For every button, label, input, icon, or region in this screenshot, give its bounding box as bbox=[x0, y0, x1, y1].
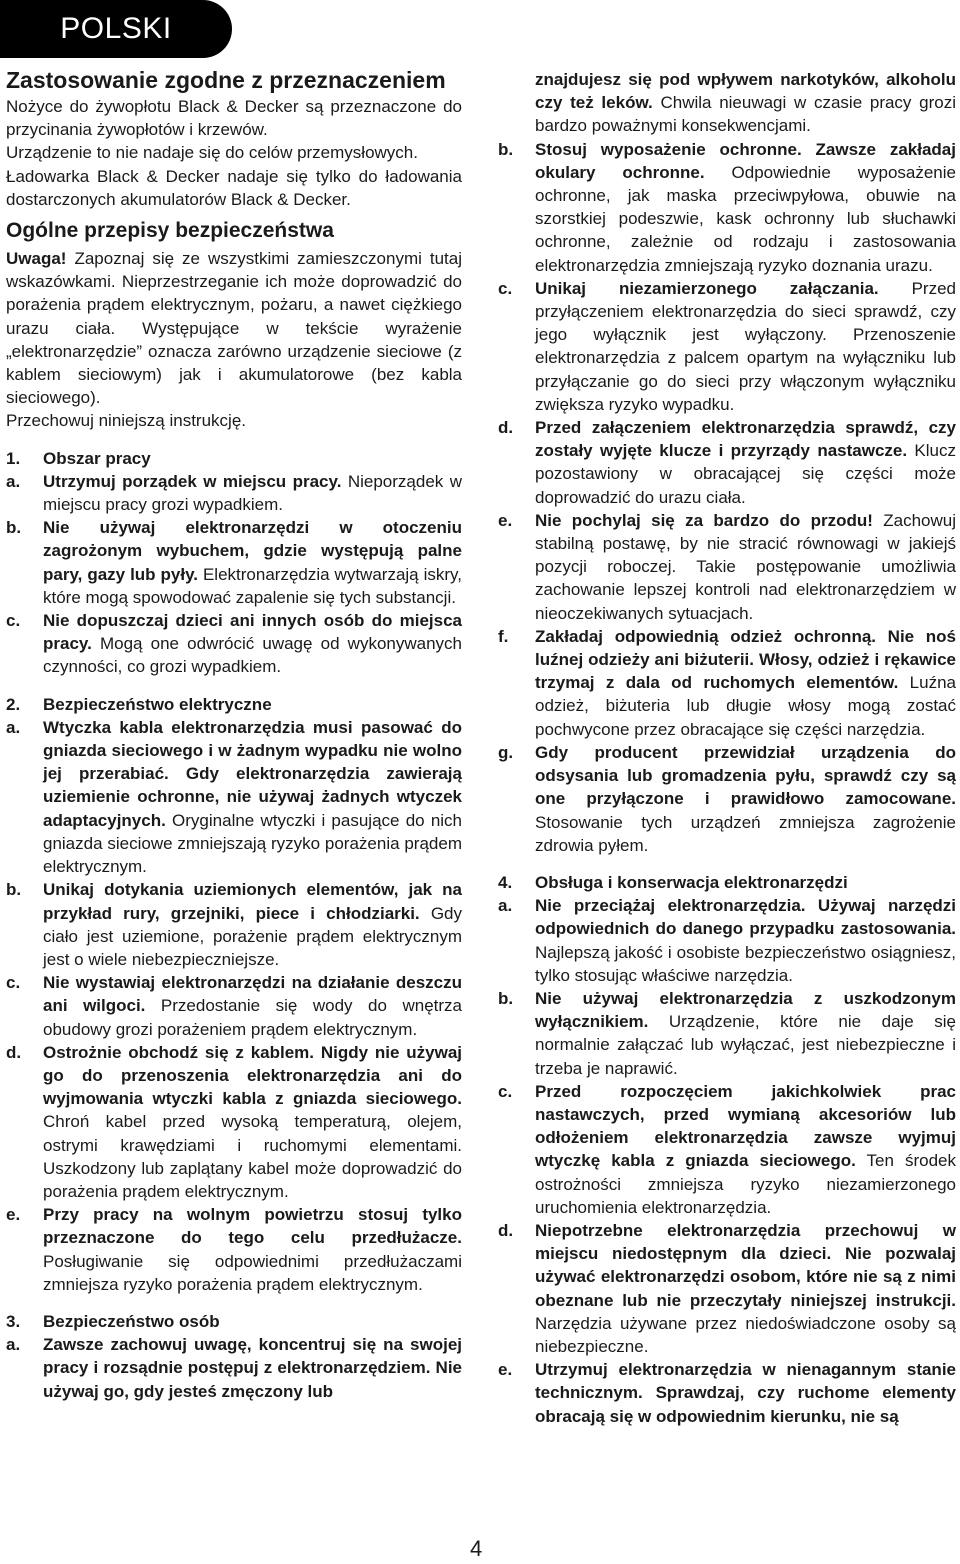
list-item-4c: c. Przed rozpoczęciem jakichkolwiek prac nastawczych, przed wymianą akcesoriów lub odłożeniem elektronarzędzia zawsze wyjmuj wtyczkę kabla z gniazda sieciowego. Ten środek ostrożności zmniejsza ryzyko niezamierzonego uruchomienia elektronarzędzia. bbox=[498, 1081, 957, 1217]
list-item-2d: d. Ostrożnie obchodź się z kablem. Nigdy nie używaj go do przenoszenia elektronarzędzia ani do wyjmowania wtyczki kabla z gniazda sieciowego. Chroń kabel przed wysoką temperaturą, olejem, ostrymi krawędziami i ruchomymi elementami. Uszkodzony lub zaplątany kabel może doprowadzić do porażenia prądem elektrycznym. bbox=[6, 1042, 462, 1201]
section-1-heading: 1. Obszar pracy bbox=[6, 448, 151, 468]
right-column bbox=[498, 68, 956, 1428]
list-item-4d: d. Niepotrzebne elektronarzędzia przechowuj w miejscu niedostępnym dla dzieci. Nie pozwalaj używać elektronarzędzi osobom, które nie są z nimi obeznane lub nie przeczytały niniejszej instrukcji. Narzędzia używane przez niedoświadczone osoby są niebezpieczne. bbox=[498, 1220, 956, 1356]
section-2-heading: 2. Bezpieczeństwo elektryczne bbox=[6, 694, 272, 714]
list-item-3a-continued: znajdujesz się pod wpływem narkotyków, alkoholu czy też leków. Chwila nieuwagi w czasie pracy grozi bardzo poważnymi konsekwencjami. bbox=[535, 70, 956, 136]
intro-line-2: Urządzenie to nie nadaje się do celów przemysłowych. bbox=[6, 143, 418, 163]
list-item-2b: b. Unikaj dotykania uziemionych elementów, jak na przykład rury, grzejniki, piece i chłodziarki. Gdy ciało jest uziemione, porażenie prądem elektrycznym jest o wiele niebezpieczniejsze. bbox=[6, 880, 462, 969]
list-item-2e: e. Przy pracy na wolnym powietrzu stosuj tylko przeznaczone do tego celu przedłużacze. Posługiwanie się odpowiednimi przedłużaczami zmniejsza ryzyko porażenia prądem elektrycznym. bbox=[6, 1205, 462, 1294]
list-item-3a: a. Zawsze zachowuj uwagę, koncentruj się na swojej pracy i rozsądnie postępuj z elektronarzędziem. Nie używaj go, gdy jesteś zmęczony lub bbox=[6, 1335, 462, 1401]
list-item-3c: c. Unikaj niezamierzonego załączania. Przed przyłączeniem elektronarzędzia do sieci sprawdź, czy jego wyłącznik jest wyłączony. Przenoszenie elektronarzędzia z palcem opartym na wyłączniku lub przyłączanie go do sieci przy włączonym wyłączniku zwiększa ryzyko wypadku. bbox=[498, 278, 956, 414]
list-item-1a: a. Utrzymuj porządek w miejscu pracy. Nieporządek w miejscu pracy grozi wypadkiem. bbox=[6, 471, 462, 515]
intended-use-title: Zastosowanie zgodne z przeznaczeniem bbox=[6, 67, 446, 93]
left-column bbox=[6, 66, 462, 1403]
list-item-4b: b. Nie używaj elektronarzędzia z uszkodzonym wyłącznikiem. Urządzenie, które nie daje się normalnie załączać lub wyłączać, jest niebezpieczne i trzeba je naprawić. bbox=[498, 988, 956, 1078]
list-item-1b: b. Nie używaj elektronarzędzi w otoczeniu zagrożonym wybuchem, gdzie występują palne pary, gazy lub pyły. Elektronarzędzia wytwarzają iskry, które mogą spowodować zapalenie się tych substancji. bbox=[6, 518, 462, 607]
intro-line-1: Nożyce do żywopłotu Black & Decker są przeznaczone do przycinania żywopłotów i krzewów. bbox=[6, 97, 462, 140]
section-4-heading: 4. Obsługa i konserwacja elektronarzędzi bbox=[498, 872, 848, 892]
page-number: 4 bbox=[470, 1536, 483, 1561]
list-item-3e: e. Nie pochylaj się za bardzo do przodu! Zachowuj stabilną postawę, by nie stracić równowagi w jakiejś pozycji roboczej. Takie postępowanie umożliwia zachowanie lepszej kontroli nad elektronarzędziem w nieoczekiwanych sytuacjach. bbox=[498, 510, 956, 623]
list-item-3g: g. Gdy producent przewidział urządzenia do odsysania lub gromadzenia pyłu, sprawdź czy są one przyłączone i prawidłowo zamocowane. Stosowanie tych urządzeń zmniejsza zagrożenie zdrowia pyłem. bbox=[498, 742, 956, 855]
list-item-3f: f. Zakładaj odpowiednią odzież ochronną. Nie noś luźnej odzieży ani biżuterii. Włosy, odzież i rękawice trzymaj z dala od ruchomych elementów. Luźna odzież, biżuteria lub długie włosy mogą zostać pochwycone przez obracające się części narzędzia. bbox=[498, 626, 956, 739]
warning-text: Zapoznaj się ze wszystkimi zamieszczonymi tutaj wskazówkami. Nieprzestrzeganie ich może doprowadzić do porażenia prądem elektrycznym, pożaru, a nawet ciężkiego urazu ciała. Występujące w tekście wyrażenie „elektronarzędzie” oznacza zarówno urządzenie sieciowe (z kablem sieciowym) jak i akumulatorowe (bez kabla sieciowego). bbox=[6, 249, 462, 408]
safety-title: Ogólne przepisy bezpieczeństwa bbox=[6, 219, 334, 243]
list-item-3d: d. Przed załączeniem elektronarzędzia sprawdź, czy zostały wyjęte klucze i przyrządy nastawcze. Klucz pozostawiony w obracającej się części może doprowadzić do urazu ciała. bbox=[498, 418, 956, 507]
section-3-heading: 3. Bezpieczeństwo osób bbox=[6, 1311, 220, 1331]
warning-label: Uwaga! bbox=[6, 249, 67, 269]
keep-instructions: Przechowuj niniejszą instrukcję. bbox=[6, 411, 246, 431]
language-badge: POLSKI bbox=[0, 0, 232, 58]
list-item-1c: c. Nie dopuszczaj dzieci ani innych osób do miejsca pracy. Mogą one odwrócić uwagę od wykonywanych czynności, co grozi wypadkiem. bbox=[6, 611, 462, 677]
warning-paragraph bbox=[6, 247, 462, 409]
list-item-3b: b. Stosuj wyposażenie ochronne. Zawsze zakładaj okulary ochronne. Odpowiednie wyposażenie ochronne, jak maska przeciwpyłowa, obuwie na szorstkiej podeszwie, kask ochronny lub słuchawki ochronne, zależnie od rodzaju i zastosowania elektronarzędzia zmniejszają ryzyko doznania urazu. bbox=[498, 139, 956, 275]
list-item-4a: a. Nie przeciążaj elektronarzędzia. Używaj narzędzi odpowiednich do danego przypadku zastosowania. Najlepszą jakość i osobiste bezpieczeństwo osiągniesz, tylko stosując właściwe narzędzia. bbox=[498, 896, 956, 985]
list-item-2a: a. Wtyczka kabla elektronarzędzia musi pasować do gniazda sieciowego i w żadnym wypadku nie wolno jej przerabiać. Gdy elektronarzędzia zawierają uziemienie ochronne, nie używaj żadnych wtyczek adaptacyjnych. Oryginalne wtyczki i pasujące do nich gniazda sieciowe zmniejszają ryzyko porażenia prądem elektrycznym. bbox=[6, 717, 462, 877]
intro-line-3: Ładowarka Black & Decker nadaje się tylko do ładowania dostarczonych akumulatorów Black & Decker. bbox=[6, 166, 462, 209]
list-item-4e: e. Utrzymuj elektronarzędzia w nienagannym stanie technicznym. Sprawdzaj, czy ruchome elementy obracają się w odpowiednim kierunku, nie są bbox=[498, 1360, 956, 1426]
list-item-2c: c. Nie wystawiaj elektronarzędzi na działanie deszczu ani wilgoci. Przedostanie się wody do wnętrza obudowy grozi porażeniem prądem elektrycznym. bbox=[6, 973, 462, 1039]
